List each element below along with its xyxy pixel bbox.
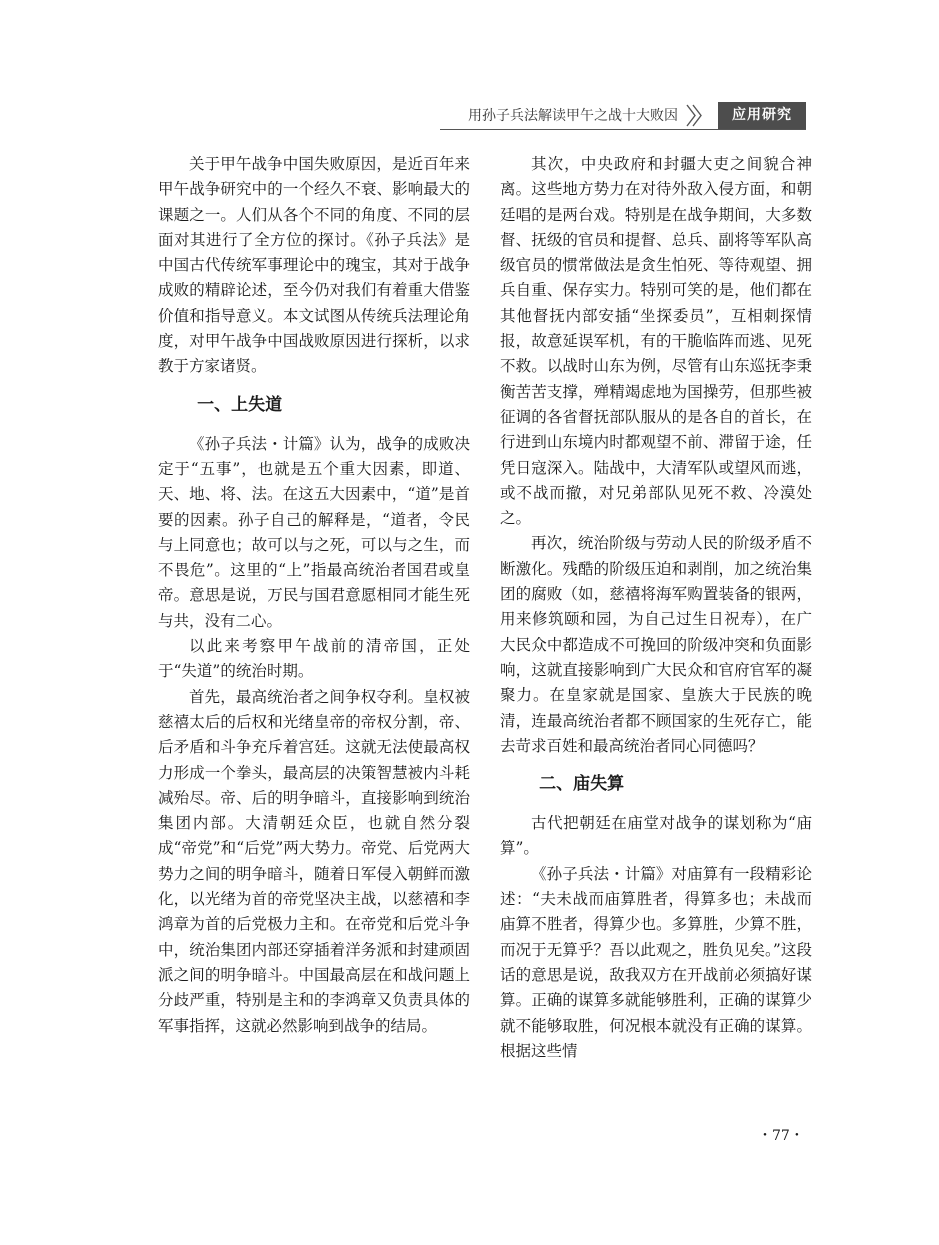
right-column (500, 152, 812, 1064)
paragraph: 以此来考察甲午战前的清帝国，正处于“失道”的统治时期。 (158, 637, 470, 681)
section-tag: 应用研究 (718, 102, 806, 129)
paragraph: 《孙子兵法・计篇》认为，战争的成败决定于“五事”，也就是五个重大因素，即道、天、地、将、法。在这五大因素中，“道”是首要的因素。孙子自己的解释是，“道者，令民与上同意也；故可以与之死，可以与之生，而不畏危”。这里的“上”指最高统治者国君或皇帝。意思是说，万民与国君意愿相同才能生死与共，没有二心。 (158, 434, 470, 630)
header-rule (440, 129, 806, 130)
paragraph: 再次，统治阶级与劳动人民的阶级矛盾不断激化。残酷的阶级压迫和剥削，加之统治集团的腐败（如，慈禧将海军购置装备的银两，用来修筑颐和园，为自己过生日祝寿），在广大民众中都造成不可挽回的阶级冲突和负面影响，这就直接影响到广大民众和官府官军的凝聚力。在皇家就是国家、皇族大于民族的晚清，连最高统治者都不顾国家的生死存亡，能去苛求百姓和最高统治者同心同德吗？ (500, 534, 812, 755)
paragraph: 首先，最高统治者之间争权夺利。皇权被慈禧太后的后权和光绪皇帝的帝权分割，帝、后矛盾和斗争充斥着宫廷。这就无法使最高权力形成一个拳头，最高层的决策智慧被内斗耗减殆尽。帝、后的明争暗斗，直接影响到统治集团内部。大清朝廷众臣，也就自然分裂成“帝党”和“后党”两大势力。帝党、后党两大势力之间的明争暗斗，随着日军侵入朝鲜而激化，以光绪为首的帝党坚决主战，以慈禧和李鸿章为首的后党极力主和。在帝党和后党斗争中，统治集团内部还穿插着洋务派和封建顽固派之间的明争暗斗。中国最高层在和战问题上分歧严重，特别是主和的李鸿章又负责具体的军事指挥，这就必然影响到战争的结局。 (158, 687, 470, 1035)
paragraph: 古代把朝廷在庙堂对战争的谋划称为“庙算”。 (500, 814, 812, 858)
intro-paragraph: 关于甲午战争中国失败原因，是近百年来甲午战争研究中的一个经久不衰、影响最大的课题之一。人们从各个不同的角度、不同的层面对其进行了全方位的探讨。《孙子兵法》是中国古代传统军事理论中的瑰宝，其对于战争成败的精辟论述，至今仍对我们有着重大借鉴价值和指导意义。本文试图从传统兵法理论角度，对甲午战争中国战败原因进行探析，以求教于方家诸贤。 (158, 155, 470, 376)
section-heading-2: 二、庙失算 (539, 774, 625, 795)
left-column (158, 152, 470, 1039)
running-header (440, 102, 806, 130)
paragraph: 《孙子兵法・计篇》对庙算有一段精彩论述：“夫未战而庙算胜者，得算多也；未战而庙算不胜者，得算少也。多算胜，少算不胜，而况于无算乎？吾以此观之，胜负见矣。”这段话的意思是说，敌我双方在开战前必须搞好谋算。正确的谋算多就能够胜利，正确的谋算少就不能够取胜，何况根本就没有正确的谋算。根据这些情 (500, 864, 812, 1060)
section-heading-1: 一、上失道 (197, 394, 283, 415)
chevron-right-icon (684, 102, 706, 129)
page-number: ・77・ (758, 1128, 804, 1144)
paragraph: 其次，中央政府和封疆大吏之间貌合神离。这些地方势力在对待外敌入侵方面，和朝廷唱的是两台戏。特别是在战争期间，大多数督、抚级的官员和提督、总兵、副将等军队高级官员的惯常做法是贪生怕死、等待观望、拥兵自重、保存实力。特别可笑的是，他们都在其他督抚内部安插“坐探委员”，互相刺探情报，故意延误军机，有的干脆临阵而逃、见死不救。以战时山东为例，尽管有山东巡抚李秉衡苦苦支撑，殚精竭虑地为国操劳，但那些被征调的各省督抚部队服从的是各自的首长，在行进到山东境内时都观望不前、滞留于途，任凭日寇深入。陆战中，大清军队或望风而逃，或不战而撤，对兄弟部队见死不救、冷漠处之。 (500, 155, 812, 528)
running-title: 用孙子兵法解读甲午之战十大败因 (468, 108, 678, 124)
